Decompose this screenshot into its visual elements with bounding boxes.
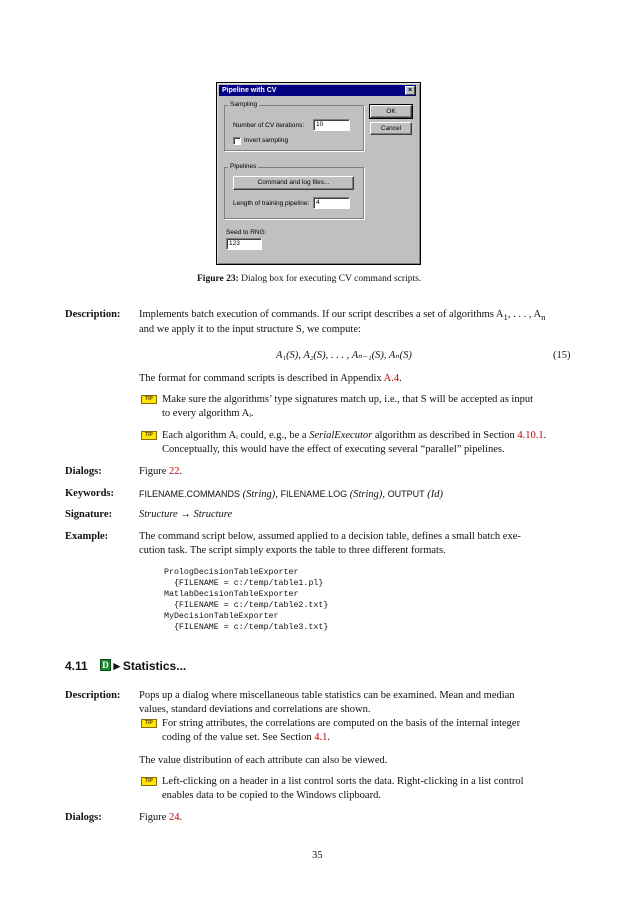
tip-icon: TIP	[141, 777, 157, 786]
stats-description-line-2: values, standard deviations and correlations are shown.	[139, 704, 371, 715]
dialogs-value: Figure 22.	[139, 466, 183, 477]
description-line-1: Implements batch execution of commands. If our script describes a set of algorithms $A_1$, . . . , $A_n$	[139, 309, 546, 323]
seed-label: Seed to RNG:	[226, 229, 267, 236]
invert-sampling-label: Invert sampling	[244, 137, 289, 144]
format-line: The format for command scripts is described in Appendix A.4.	[139, 373, 402, 384]
code-block: PrologDecisionTableExporter {FILENAME = c:/temp/table1.pl} MatlabDecisionTableExporter {FILENAME = c:/temp/table2.txt} MyDecisionTableExporter {FILENAME = c:/temp/table3.txt}	[164, 568, 329, 632]
signature-term: Signature:	[65, 509, 113, 520]
invert-sampling-checkbox[interactable]	[233, 137, 241, 145]
tip-icon: TIP	[141, 431, 157, 440]
section-number: 4.11	[65, 659, 88, 673]
cancel-button[interactable]: Cancel	[370, 122, 412, 135]
dialog-title: Pipeline with CV	[222, 87, 277, 94]
command-log-files-button[interactable]: Command and log files...	[233, 176, 354, 190]
stats-tip2-line-2: enables data to be copied to the Windows clipboard.	[162, 790, 381, 801]
tip1-line-1: Make sure the algorithms’ type signatures match up, i.e., that S will be accepted as input	[162, 394, 533, 405]
dialog-icon: D	[100, 659, 111, 671]
stats-description-line-1: Pops up a dialog where miscellaneous table statistics can be examined. Mean and median	[139, 690, 515, 701]
pipeline-length-label: Length of training pipeline:	[233, 200, 310, 207]
figure-link[interactable]: 24	[169, 812, 180, 823]
figure-caption-label: Figure 23:	[197, 274, 239, 284]
pipelines-group-label: Pipelines	[230, 163, 257, 170]
cv-iterations-label: Number of CV iterations:	[233, 122, 305, 129]
tip-icon: TIP	[141, 395, 157, 404]
description-term: Description:	[65, 309, 121, 320]
stats-dialogs-value: Figure 24.	[139, 812, 183, 823]
example-line-1: The command script below, assumed applied to a decision table, defines a small batch exe-	[139, 531, 521, 542]
page-number: 35	[312, 850, 323, 861]
tip-icon: TIP	[141, 719, 157, 728]
tip1-line-2: to every algorithm Aᵢ.	[162, 408, 254, 419]
figure-link[interactable]: 22	[169, 466, 180, 477]
close-icon[interactable]: ×	[405, 86, 415, 95]
value-distribution-line: The value distribution of each attribute can also be viewed.	[139, 755, 388, 766]
section-link[interactable]: 4.1	[314, 732, 328, 743]
section-link[interactable]: 4.10.1	[517, 430, 544, 441]
example-line-2: cution task. The script simply exports the table to three different formats.	[139, 545, 446, 556]
pipeline-cv-dialog	[216, 82, 421, 265]
figure-caption	[197, 274, 421, 284]
keywords-value: FILENAME.COMMANDS (String), FILENAME.LOG (String), OUTPUT (Id)	[139, 489, 443, 500]
equation-number: (15)	[553, 350, 571, 361]
section-title: ►Statistics...	[111, 659, 187, 673]
pipeline-length-input[interactable]: 4	[313, 197, 350, 209]
pipelines-group	[224, 167, 364, 219]
figure-caption-text: Dialog box for executing CV command scripts.	[241, 274, 422, 284]
dialogs-term: Dialogs:	[65, 812, 102, 823]
ok-button[interactable]: OK	[370, 105, 412, 118]
dialogs-term: Dialogs:	[65, 466, 102, 477]
keywords-term: Keywords:	[65, 488, 114, 499]
stats-tip2-line-1: Left-clicking on a header in a list control sorts the data. Right-clicking in a list control	[162, 776, 524, 787]
signature-value: Structure → Structure	[139, 509, 233, 520]
sampling-group-label: Sampling	[230, 101, 258, 108]
seed-input[interactable]: 123	[226, 238, 262, 250]
cv-iterations-input[interactable]: 10	[313, 119, 350, 131]
tip2-line-2: Conceptually, this would have the effect of executing several “parallel” pipelines.	[162, 444, 505, 455]
tip2-line-1: Each algorithm Aᵢ could, e.g., be a SerialExecutor algorithm as described in Section 4.10.1.	[162, 430, 547, 441]
description-term: Description:	[65, 690, 121, 701]
example-term: Example:	[65, 531, 109, 542]
appendix-link[interactable]: A.4	[383, 373, 400, 384]
stats-tip1-line-1: For string attributes, the correlations are computed on the basis of the internal integer	[162, 718, 521, 729]
description-line-2: and we apply it to the input structure S, we compute:	[139, 324, 361, 335]
dialog-titlebar	[219, 85, 416, 96]
stats-tip1-line-2: coding of the value set. See Section 4.1.	[162, 732, 330, 743]
equation: A₁(S), A₂(S), . . . , Aₙ₋₁(S), Aₙ(S)	[276, 350, 412, 361]
